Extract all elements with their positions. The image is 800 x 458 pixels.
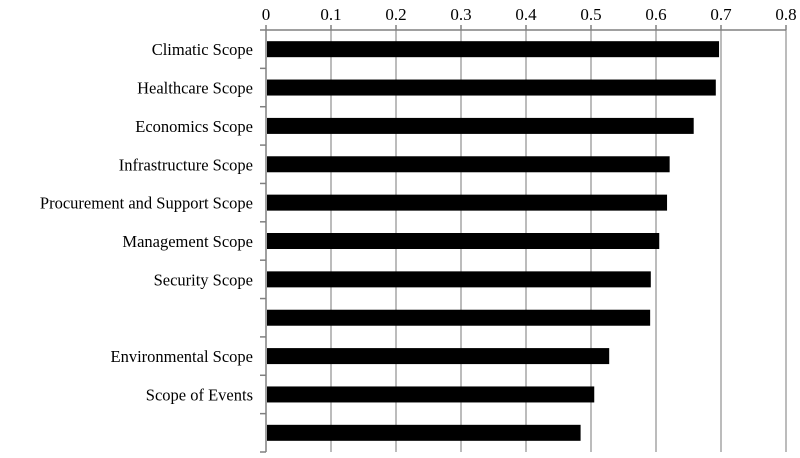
x-tick-label: 0.6: [645, 5, 667, 24]
category-label: Scope of Events: [145, 385, 253, 405]
x-tick-label: 0.5: [580, 5, 602, 24]
x-tick-label: 0: [261, 5, 271, 24]
bar: [267, 233, 659, 249]
bar: [267, 348, 609, 364]
category-labels: [40, 40, 253, 404]
x-tick-labels: [262, 5, 797, 24]
bar: [267, 271, 651, 287]
bar: [267, 310, 650, 326]
category-label: Security Scope: [153, 270, 253, 290]
bar: [267, 425, 581, 441]
x-tick-label: 0.8: [775, 5, 797, 24]
category-label: Environmental Scope: [110, 347, 253, 367]
category-label: Management Scope: [122, 232, 253, 251]
x-tick-label: 0.4: [515, 5, 537, 24]
category-label: Climatic Scope: [151, 40, 253, 60]
bar: [267, 386, 594, 402]
category-label: Infrastructure Scope: [118, 155, 253, 175]
bar: [267, 118, 694, 134]
category-label: Healthcare Scope: [137, 78, 253, 98]
x-tick-label: 0.2: [385, 5, 407, 24]
category-label: Procurement and Support Scope: [39, 193, 253, 213]
x-tick-label: 0.3: [450, 5, 472, 24]
x-tick-label: 0.7: [710, 5, 732, 24]
bar: [267, 41, 719, 57]
bars: [267, 41, 719, 441]
bar: [267, 156, 670, 172]
category-label: Economics Scope: [135, 116, 253, 136]
bar: [267, 80, 716, 96]
x-tick-label: 0.1: [320, 5, 342, 24]
bar: [267, 195, 667, 211]
